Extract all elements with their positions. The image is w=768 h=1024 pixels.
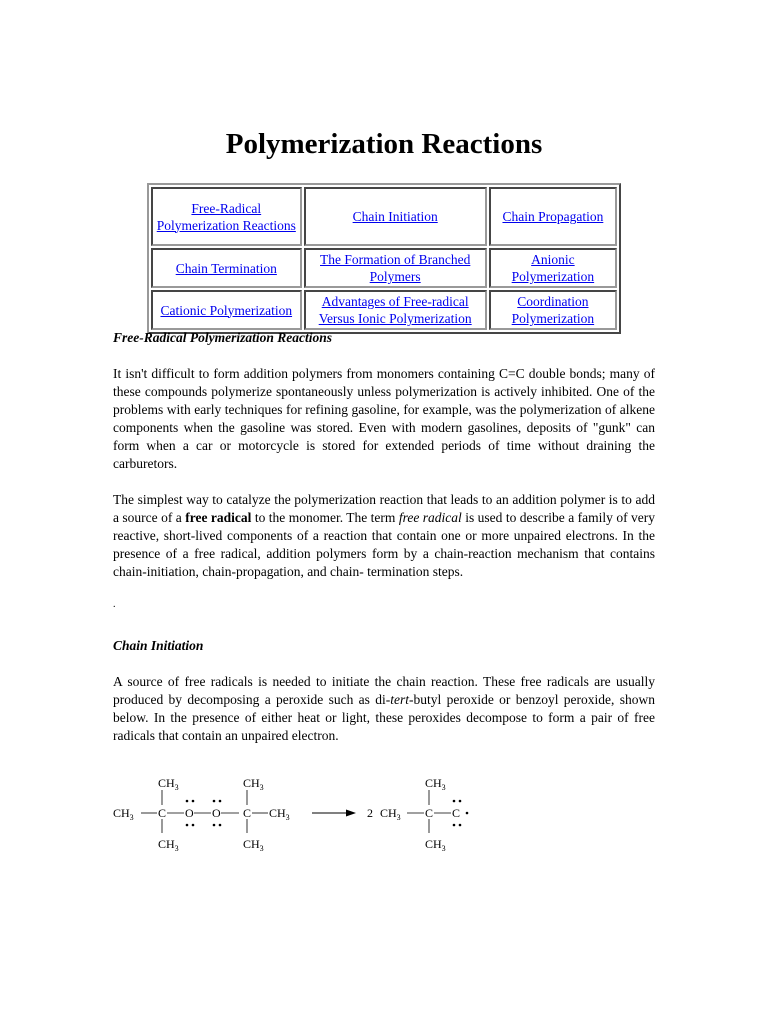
nav-cell <box>304 187 487 246</box>
nav-row <box>151 290 617 330</box>
paragraph: It isn't difficult to form addition polymers from monomers containing C=C double bonds; many of these compounds polymerize spontaneously unless polymerization is actively inhibited. One of the problems with early techniques for refining gasoline, for example, was the polymerization of alkene components when the gasoline was stored. Even with modern gasolines, deposits of "gunk" can form when a car or motorcycle is stored for extended periods of time without draining the carburetors. <box>113 366 655 471</box>
nav-cell <box>489 290 617 330</box>
oxygen-atom: O <box>185 806 194 820</box>
nav-cell <box>151 290 302 330</box>
nav-cell <box>304 290 487 330</box>
nav-row <box>151 187 617 246</box>
nav-cell <box>489 187 617 246</box>
nav-row <box>151 248 617 288</box>
bold-term: free radical <box>185 510 252 525</box>
methyl-right: $CH_3$ <box>269 806 290 822</box>
methyl-product-top: $CH_3$ <box>425 776 446 792</box>
text-run: -butyl peroxide or benzoyl peroxide, shown below. In the presence of either heat or light, these peroxides decompose to form a pair of free radicals that contain an unpaired electron. <box>113 692 655 743</box>
methyl-bottom-right: $CH_3$ <box>243 837 264 853</box>
nav-link-coordination-polymerization[interactable]: Coordination Polymerization <box>511 294 595 326</box>
nav-link-cationic-polymerization[interactable]: Cationic Polymerization <box>160 302 293 318</box>
stoichiometric-coefficient: 2 <box>367 806 373 820</box>
carbon-atom: C <box>425 806 434 820</box>
nav-cell <box>151 187 302 246</box>
methyl-product-bottom: $CH_3$ <box>425 837 446 853</box>
text-run: is used to describe a family of very reactive, short-lived components of a reaction that contain one or more unpaired electrons. In the presence of a free radical, addition polymers form by a chain-reaction mechanism that contains chain-initiation, chain-propagation, and chain- termination steps. <box>113 510 655 579</box>
nav-link-anionic-polymerization[interactable]: Anionic Polymerization <box>511 252 595 284</box>
nav-link-chain-propagation[interactable]: Chain Propagation <box>502 209 604 224</box>
arrow-head-icon <box>346 810 356 817</box>
stray-dot: . <box>113 599 116 610</box>
nav-cell <box>489 248 617 288</box>
section-heading-free-radical: Free-Radical Polymerization Reactions <box>113 330 332 345</box>
page-title: Polymerization Reactions <box>225 128 543 160</box>
article-body <box>113 329 655 763</box>
section-heading-chain-initiation: Chain Initiation <box>113 638 204 653</box>
topic-nav-table <box>147 183 621 334</box>
nav-link-branched-polymers[interactable]: The Formation of Branched Polymers <box>320 252 471 284</box>
methyl-top-right: $CH_3$ <box>243 776 264 792</box>
carbon-atom: C <box>452 806 461 820</box>
paragraph <box>113 491 655 581</box>
methyl-product: $CH_3$ <box>380 806 401 822</box>
methyl-left: $CH_3$ <box>113 806 134 822</box>
carbon-atom: C <box>243 806 252 820</box>
nav-link-advantages-free-radical[interactable]: Advantages of Free-radical Versus Ionic Polymerization <box>318 294 472 326</box>
italic-term: tert <box>390 692 410 707</box>
methyl-bottom-left: $CH_3$ <box>158 837 179 853</box>
nav-cell <box>304 248 487 288</box>
peroxide-decomposition-diagram <box>110 770 480 856</box>
text-run: to the monomer. The term <box>251 510 399 525</box>
text-run: The simplest way to catalyze the polymerization reaction that leads to an addition polymer is to add a source of a <box>113 492 655 525</box>
paragraph <box>113 673 655 745</box>
nav-link-free-radical-polymerization[interactable]: Free-Radical Polymerization Reactions <box>156 200 296 233</box>
nav-link-chain-termination[interactable]: Chain Termination <box>175 260 277 276</box>
oxygen-atom: O <box>212 806 221 820</box>
nav-cell <box>151 248 302 288</box>
nav-link-chain-initiation[interactable]: Chain Initiation <box>352 209 438 224</box>
italic-term: free radical <box>398 510 462 525</box>
carbon-atom: C <box>158 806 167 820</box>
text-run: A source of free radicals is needed to initiate the chain reaction. These free radicals are usually produced by decomposing a peroxide such as di- <box>113 674 655 707</box>
methyl-top-left: $CH_3$ <box>158 776 179 792</box>
